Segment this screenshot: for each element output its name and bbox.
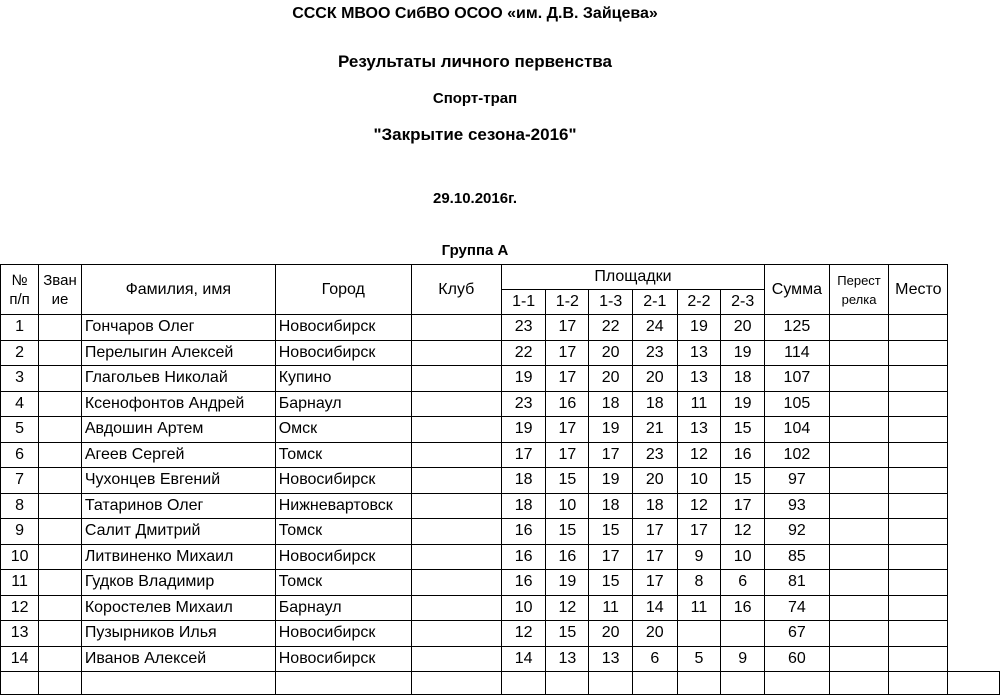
cell-city: Новосибирск bbox=[275, 646, 411, 672]
cell-score: 11 bbox=[677, 391, 721, 417]
cell-name: Гудков Владимир bbox=[81, 570, 275, 596]
table-row bbox=[1, 595, 1000, 621]
empty-cell bbox=[589, 672, 633, 695]
col-area-2-3: 2-3 bbox=[721, 290, 765, 315]
cell-sum: 102 bbox=[765, 442, 830, 468]
cell-place bbox=[889, 417, 948, 443]
cell-score: 16 bbox=[501, 570, 546, 596]
cell-city: Нижневартовск bbox=[275, 493, 411, 519]
empty-cell bbox=[275, 672, 411, 695]
cell-rank bbox=[39, 646, 82, 672]
cell-score: 13 bbox=[546, 646, 589, 672]
cell-shootoff bbox=[829, 468, 888, 494]
cell-score: 13 bbox=[677, 340, 721, 366]
cell-place bbox=[889, 315, 948, 341]
cell-score: 13 bbox=[589, 646, 633, 672]
table-row bbox=[1, 417, 1000, 443]
empty-cell bbox=[546, 672, 589, 695]
cell-rank bbox=[39, 570, 82, 596]
cell-club bbox=[411, 442, 501, 468]
col-rank-line2: ие bbox=[51, 290, 69, 308]
cell-score: 17 bbox=[633, 570, 678, 596]
cell-score: 20 bbox=[589, 340, 633, 366]
cell-score: 13 bbox=[677, 417, 721, 443]
cell-score: 12 bbox=[501, 621, 546, 647]
cell-place bbox=[889, 468, 948, 494]
cell-number: 7 bbox=[1, 468, 39, 494]
cell-score: 18 bbox=[721, 366, 765, 392]
cell-score: 15 bbox=[546, 519, 589, 545]
cell-score: 17 bbox=[589, 544, 633, 570]
cell-city: Новосибирск bbox=[275, 468, 411, 494]
cell-name: Коростелев Михаил bbox=[81, 595, 275, 621]
empty-cell bbox=[829, 672, 888, 695]
cell-score: 14 bbox=[633, 595, 678, 621]
col-areas: Площадки bbox=[501, 265, 764, 290]
cell-shootoff bbox=[829, 519, 888, 545]
cell-score: 16 bbox=[546, 544, 589, 570]
cell-rank bbox=[39, 493, 82, 519]
cell-place bbox=[889, 621, 948, 647]
cell-score: 20 bbox=[589, 366, 633, 392]
cell-club bbox=[411, 468, 501, 494]
cell-sum: 107 bbox=[765, 366, 830, 392]
cell-score: 20 bbox=[633, 366, 678, 392]
cell-club bbox=[411, 595, 501, 621]
cell-number: 6 bbox=[1, 442, 39, 468]
cell-score: 17 bbox=[546, 315, 589, 341]
cell-sum: 105 bbox=[765, 391, 830, 417]
cell-name: Пузырников Илья bbox=[81, 621, 275, 647]
cell-name: Татаринов Олег bbox=[81, 493, 275, 519]
cell-score: 23 bbox=[633, 340, 678, 366]
table-row bbox=[1, 442, 1000, 468]
results-table bbox=[0, 264, 1000, 695]
empty-cell bbox=[889, 672, 948, 695]
cell-number: 3 bbox=[1, 366, 39, 392]
cell-number: 1 bbox=[1, 315, 39, 341]
cell-score: 12 bbox=[677, 493, 721, 519]
cell-score: 21 bbox=[633, 417, 678, 443]
empty-cell bbox=[39, 672, 82, 695]
cell-score: 19 bbox=[677, 315, 721, 341]
table-row bbox=[1, 493, 1000, 519]
cell-shootoff bbox=[829, 595, 888, 621]
cell-rank bbox=[39, 417, 82, 443]
cell-score: 20 bbox=[721, 315, 765, 341]
cell-score: 17 bbox=[677, 519, 721, 545]
table-row-empty bbox=[1, 672, 1000, 695]
cell-club bbox=[411, 544, 501, 570]
cell-name: Чухонцев Евгений bbox=[81, 468, 275, 494]
cell-shootoff bbox=[829, 442, 888, 468]
cell-score: 20 bbox=[633, 621, 678, 647]
cell-city: Томск bbox=[275, 570, 411, 596]
cell-score: 11 bbox=[677, 595, 721, 621]
cell-shootoff bbox=[829, 570, 888, 596]
col-rank-line1: Зван bbox=[43, 271, 77, 289]
cell-sum: 104 bbox=[765, 417, 830, 443]
cell-name: Гончаров Олег bbox=[81, 315, 275, 341]
cell-score: 18 bbox=[501, 493, 546, 519]
cell-sum: 92 bbox=[765, 519, 830, 545]
cell-name: Перелыгин Алексей bbox=[81, 340, 275, 366]
cell-score: 15 bbox=[589, 519, 633, 545]
cell-sum: 74 bbox=[765, 595, 830, 621]
cell-club bbox=[411, 417, 501, 443]
empty-cell bbox=[721, 672, 765, 695]
cell-rank bbox=[39, 595, 82, 621]
cell-score: 10 bbox=[501, 595, 546, 621]
cell-score: 18 bbox=[589, 391, 633, 417]
cell-score: 15 bbox=[721, 417, 765, 443]
table-row bbox=[1, 570, 1000, 596]
cell-shootoff bbox=[829, 391, 888, 417]
cell-city: Новосибирск bbox=[275, 340, 411, 366]
empty-cell bbox=[81, 672, 275, 695]
event-name: "Закрытие сезона-2016" bbox=[373, 125, 577, 144]
cell-score: 17 bbox=[501, 442, 546, 468]
cell-shootoff bbox=[829, 366, 888, 392]
cell-place bbox=[889, 544, 948, 570]
cell-score: 18 bbox=[501, 468, 546, 494]
cell-number: 14 bbox=[1, 646, 39, 672]
cell-city: Барнаул bbox=[275, 595, 411, 621]
cell-shootoff bbox=[829, 646, 888, 672]
cell-score: 17 bbox=[633, 519, 678, 545]
cell-club bbox=[411, 519, 501, 545]
cell-score bbox=[677, 621, 721, 647]
col-rank bbox=[39, 265, 82, 315]
cell-number: 2 bbox=[1, 340, 39, 366]
cell-score: 23 bbox=[501, 391, 546, 417]
cell-club bbox=[411, 315, 501, 341]
cell-club bbox=[411, 391, 501, 417]
cell-score: 11 bbox=[589, 595, 633, 621]
cell-rank bbox=[39, 442, 82, 468]
cell-score: 16 bbox=[721, 595, 765, 621]
cell-name: Ксенофонтов Андрей bbox=[81, 391, 275, 417]
col-area-2-1: 2-1 bbox=[633, 290, 678, 315]
col-area-1-1: 1-1 bbox=[501, 290, 546, 315]
cell-score: 12 bbox=[677, 442, 721, 468]
cell-score: 20 bbox=[633, 468, 678, 494]
empty-cell bbox=[948, 672, 1000, 695]
cell-score: 22 bbox=[501, 340, 546, 366]
cell-score: 16 bbox=[501, 544, 546, 570]
empty-cell bbox=[501, 672, 546, 695]
cell-shootoff bbox=[829, 417, 888, 443]
cell-club bbox=[411, 340, 501, 366]
cell-score: 19 bbox=[589, 417, 633, 443]
col-number-line2: п/п bbox=[9, 290, 30, 308]
cell-score: 24 bbox=[633, 315, 678, 341]
cell-score: 15 bbox=[721, 468, 765, 494]
cell-score: 6 bbox=[721, 570, 765, 596]
cell-score: 6 bbox=[633, 646, 678, 672]
table-header bbox=[1, 265, 1000, 315]
cell-score: 17 bbox=[546, 442, 589, 468]
cell-name: Агеев Сергей bbox=[81, 442, 275, 468]
cell-name: Литвиненко Михаил bbox=[81, 544, 275, 570]
cell-score: 14 bbox=[501, 646, 546, 672]
cell-score: 23 bbox=[633, 442, 678, 468]
cell-number: 8 bbox=[1, 493, 39, 519]
cell-score: 16 bbox=[501, 519, 546, 545]
cell-name: Иванов Алексей bbox=[81, 646, 275, 672]
cell-place bbox=[889, 595, 948, 621]
cell-sum: 67 bbox=[765, 621, 830, 647]
cell-score: 19 bbox=[589, 468, 633, 494]
cell-score: 19 bbox=[546, 570, 589, 596]
cell-place bbox=[889, 493, 948, 519]
col-area-1-3: 1-3 bbox=[589, 290, 633, 315]
col-shootoff bbox=[829, 265, 888, 315]
col-shootoff-line2: релка bbox=[841, 291, 877, 307]
col-place: Место bbox=[889, 265, 948, 315]
table-row bbox=[1, 468, 1000, 494]
cell-score: 17 bbox=[589, 442, 633, 468]
cell-score: 8 bbox=[677, 570, 721, 596]
cell-score: 15 bbox=[546, 468, 589, 494]
cell-city: Томск bbox=[275, 519, 411, 545]
cell-place bbox=[889, 391, 948, 417]
table-row bbox=[1, 544, 1000, 570]
cell-number: 4 bbox=[1, 391, 39, 417]
col-area-2-2: 2-2 bbox=[677, 290, 721, 315]
cell-score: 19 bbox=[721, 391, 765, 417]
cell-score: 17 bbox=[546, 340, 589, 366]
cell-place bbox=[889, 366, 948, 392]
cell-club bbox=[411, 366, 501, 392]
cell-club bbox=[411, 621, 501, 647]
col-name: Фамилия, имя bbox=[81, 265, 275, 315]
empty-cell bbox=[1, 672, 39, 695]
cell-score: 5 bbox=[677, 646, 721, 672]
col-number-line1: № bbox=[11, 271, 28, 289]
cell-place bbox=[889, 646, 948, 672]
cell-city: Новосибирск bbox=[275, 544, 411, 570]
cell-score: 16 bbox=[546, 391, 589, 417]
cell-score: 19 bbox=[501, 366, 546, 392]
cell-score: 23 bbox=[501, 315, 546, 341]
cell-score: 17 bbox=[721, 493, 765, 519]
cell-rank bbox=[39, 621, 82, 647]
cell-number: 13 bbox=[1, 621, 39, 647]
cell-sum: 97 bbox=[765, 468, 830, 494]
cell-score: 17 bbox=[546, 366, 589, 392]
cell-score: 15 bbox=[589, 570, 633, 596]
cell-rank bbox=[39, 315, 82, 341]
cell-club bbox=[411, 493, 501, 519]
cell-place bbox=[889, 570, 948, 596]
col-sum: Сумма bbox=[765, 265, 830, 315]
table-row bbox=[1, 519, 1000, 545]
document-title: Результаты личного первенства bbox=[338, 52, 612, 71]
cell-city: Омск bbox=[275, 417, 411, 443]
cell-score: 10 bbox=[546, 493, 589, 519]
cell-club bbox=[411, 570, 501, 596]
cell-score: 9 bbox=[721, 646, 765, 672]
cell-shootoff bbox=[829, 340, 888, 366]
col-number bbox=[1, 265, 39, 315]
cell-city: Томск bbox=[275, 442, 411, 468]
table-row bbox=[1, 391, 1000, 417]
table-body bbox=[1, 315, 1000, 695]
cell-rank bbox=[39, 519, 82, 545]
cell-number: 10 bbox=[1, 544, 39, 570]
event-date: 29.10.2016г. bbox=[433, 190, 517, 207]
cell-name: Авдошин Артем bbox=[81, 417, 275, 443]
cell-score: 12 bbox=[721, 519, 765, 545]
cell-sum: 85 bbox=[765, 544, 830, 570]
cell-sum: 60 bbox=[765, 646, 830, 672]
cell-number: 9 bbox=[1, 519, 39, 545]
cell-score: 16 bbox=[721, 442, 765, 468]
cell-score: 19 bbox=[501, 417, 546, 443]
cell-rank bbox=[39, 340, 82, 366]
cell-score: 12 bbox=[546, 595, 589, 621]
cell-number: 12 bbox=[1, 595, 39, 621]
cell-rank bbox=[39, 468, 82, 494]
cell-sum: 93 bbox=[765, 493, 830, 519]
cell-city: Купино bbox=[275, 366, 411, 392]
cell-score: 17 bbox=[633, 544, 678, 570]
cell-rank bbox=[39, 544, 82, 570]
col-shootoff-line1: Перест bbox=[837, 272, 881, 288]
cell-name: Глагольев Николай bbox=[81, 366, 275, 392]
cell-place bbox=[889, 519, 948, 545]
cell-shootoff bbox=[829, 493, 888, 519]
cell-name: Салит Дмитрий bbox=[81, 519, 275, 545]
table-row bbox=[1, 646, 1000, 672]
cell-rank bbox=[39, 391, 82, 417]
cell-score: 17 bbox=[546, 417, 589, 443]
cell-score: 22 bbox=[589, 315, 633, 341]
cell-score: 18 bbox=[589, 493, 633, 519]
sport-discipline: Спорт-трап bbox=[432, 90, 518, 107]
col-club: Клуб bbox=[411, 265, 501, 315]
cell-sum: 125 bbox=[765, 315, 830, 341]
table-row bbox=[1, 621, 1000, 647]
cell-score: 20 bbox=[589, 621, 633, 647]
cell-score: 19 bbox=[721, 340, 765, 366]
cell-sum: 81 bbox=[765, 570, 830, 596]
empty-cell bbox=[765, 672, 830, 695]
table-row bbox=[1, 366, 1000, 392]
cell-rank bbox=[39, 366, 82, 392]
cell-number: 5 bbox=[1, 417, 39, 443]
cell-score: 9 bbox=[677, 544, 721, 570]
table-row bbox=[1, 315, 1000, 341]
group-label: Группа А bbox=[441, 242, 509, 259]
cell-score: 18 bbox=[633, 493, 678, 519]
cell-sum: 114 bbox=[765, 340, 830, 366]
empty-cell bbox=[677, 672, 721, 695]
col-area-1-2: 1-2 bbox=[546, 290, 589, 315]
empty-cell bbox=[411, 672, 501, 695]
cell-score: 18 bbox=[633, 391, 678, 417]
cell-shootoff bbox=[829, 621, 888, 647]
cell-score: 15 bbox=[546, 621, 589, 647]
cell-city: Новосибирск bbox=[275, 621, 411, 647]
cell-score bbox=[721, 621, 765, 647]
col-city: Город bbox=[275, 265, 411, 315]
cell-place bbox=[889, 340, 948, 366]
cell-city: Барнаул bbox=[275, 391, 411, 417]
table-row bbox=[1, 340, 1000, 366]
empty-cell bbox=[633, 672, 678, 695]
cell-club bbox=[411, 646, 501, 672]
organization-title: СССК МВОО СибВО ОСОО «им. Д.В. Зайцева» bbox=[292, 5, 658, 22]
cell-number: 11 bbox=[1, 570, 39, 596]
cell-score: 13 bbox=[677, 366, 721, 392]
cell-place bbox=[889, 442, 948, 468]
cell-shootoff bbox=[829, 315, 888, 341]
cell-score: 10 bbox=[677, 468, 721, 494]
cell-score: 10 bbox=[721, 544, 765, 570]
cell-shootoff bbox=[829, 544, 888, 570]
cell-city: Новосибирск bbox=[275, 315, 411, 341]
